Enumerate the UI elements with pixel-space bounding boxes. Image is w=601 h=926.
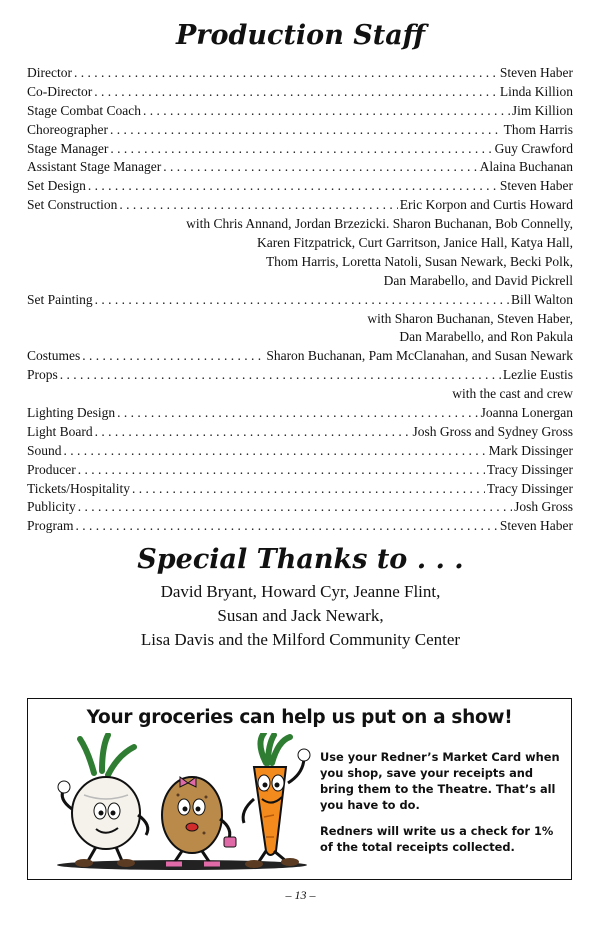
onion-icon [58, 735, 148, 867]
grocery-ad-box [27, 698, 572, 880]
staff-role: Set Painting [27, 291, 93, 307]
staff-name: Steven Haber [499, 65, 573, 80]
staff-name: Joanna Lonergan [480, 405, 573, 421]
ad-paragraph: Use your Redner’s Market Card when you shop, save your receipts and bring them to the Theatre. That’s all you have to do. [320, 750, 560, 812]
ad-text [320, 749, 570, 865]
staff-name: Alaina Buchanan [479, 159, 573, 175]
staff-name: Guy Crawford [494, 140, 573, 156]
staff-role: Director [27, 65, 72, 80]
vegetable-characters-illustration [42, 733, 317, 875]
staff-role: Lighting Design [27, 405, 116, 421]
staff-continuation: Karen Fitzpatrick, Curt Garritson, Janice Hall, Katya Hall, [256, 235, 573, 251]
dot-leader [74, 64, 498, 83]
staff-row [27, 102, 573, 121]
dot-leader [94, 83, 498, 102]
staff-name: Eric Korpon and Curtis Howard [399, 197, 573, 213]
dot-leader [119, 196, 397, 215]
staff-continuation: Dan Marabello, and David Pickrell [383, 272, 573, 288]
staff-continuation: with Chris Annand, Jordan Brzezicki. Sharon Buchanan, Bob Connelly, [186, 216, 573, 232]
dot-leader [110, 140, 492, 159]
staff-row [27, 291, 573, 310]
ad-headline: Your groceries can help us put on a show! [86, 707, 513, 728]
staff-name: Lezlie Eustis [502, 367, 573, 383]
page-number: – 13 – [285, 888, 316, 902]
staff-role: Tickets/Hospitality [27, 480, 131, 496]
dot-leader [117, 404, 479, 423]
staff-role: Stage Manager [27, 140, 109, 156]
staff-name: Jim Killion [511, 102, 573, 118]
ad-paragraph: Redners will write us a check for 1% of the total receipts collected. [320, 824, 554, 854]
staff-role: Producer [27, 461, 76, 477]
staff-role: Set Construction [27, 197, 118, 213]
staff-row [27, 498, 573, 517]
staff-name: Steven Haber [499, 178, 573, 194]
staff-row [27, 140, 573, 159]
staff-row [27, 347, 573, 366]
staff-name: Linda Killion [499, 83, 573, 99]
dot-leader [78, 498, 512, 517]
staff-name: Josh Gross and Sydney Gross [412, 423, 573, 439]
staff-continuation: with Sharon Buchanan, Steven Haber, [367, 310, 573, 326]
staff-role: Props [27, 367, 58, 383]
thanks-line: Lisa Davis and the Milford Community Center [140, 630, 461, 649]
dot-leader [95, 291, 509, 310]
dot-leader [82, 347, 264, 366]
dot-leader [95, 423, 411, 442]
staff-continuation: Dan Marabello, and Ron Pakula [399, 329, 573, 345]
staff-role: Sound [27, 442, 62, 458]
staff-role: Program [27, 518, 74, 534]
staff-row [27, 121, 573, 140]
staff-row [27, 423, 573, 442]
thanks-line: Susan and Jack Newark, [217, 606, 384, 625]
staff-role: Choreographer [27, 121, 108, 137]
staff-row [27, 83, 573, 102]
staff-row [27, 64, 573, 83]
staff-continuation: with the cast and crew [452, 386, 573, 402]
staff-name: Josh Gross [514, 499, 573, 515]
production-staff-title: Production Staff [175, 20, 426, 51]
dot-leader [110, 121, 502, 140]
dot-leader [76, 517, 498, 536]
dot-leader [132, 480, 485, 499]
staff-row [27, 461, 573, 480]
staff-continuation: Thom Harris, Loretta Natoli, Susan Newark, Becki Polk, [265, 253, 573, 269]
dot-leader [60, 366, 501, 385]
dot-leader [163, 158, 477, 177]
staff-name: Steven Haber [499, 518, 573, 534]
staff-list [27, 64, 573, 536]
staff-role: Co-Director [27, 83, 93, 99]
staff-row [27, 177, 573, 196]
staff-row [27, 196, 573, 215]
special-thanks-list [0, 580, 601, 652]
staff-role: Assistant Stage Manager [27, 159, 162, 175]
staff-name: Thom Harris [503, 121, 573, 137]
staff-row [27, 158, 573, 177]
staff-role: Stage Combat Coach [27, 102, 141, 118]
staff-name: Mark Dissinger [488, 442, 573, 458]
staff-role: Publicity [27, 499, 76, 515]
dot-leader [143, 102, 510, 121]
dot-leader [78, 461, 485, 480]
staff-name: Tracy Dissinger [486, 480, 573, 496]
staff-row [27, 442, 573, 461]
staff-row [27, 480, 573, 499]
staff-name: Bill Walton [510, 291, 573, 307]
carrot-icon [243, 733, 310, 868]
dot-leader [64, 442, 487, 461]
potato-icon [162, 777, 236, 864]
thanks-line: David Bryant, Howard Cyr, Jeanne Flint, [160, 582, 441, 601]
special-thanks-title: Special Thanks to . . . [137, 544, 464, 575]
staff-row [27, 366, 573, 385]
staff-name: Tracy Dissinger [486, 461, 573, 477]
dot-leader [88, 177, 498, 196]
staff-role: Set Design [27, 178, 86, 194]
staff-role: Light Board [27, 423, 93, 439]
staff-row [27, 404, 573, 423]
staff-role: Costumes [27, 348, 81, 364]
staff-name: Sharon Buchanan, Pam McClanahan, and Susan Newark [266, 348, 573, 364]
staff-row [27, 517, 573, 536]
